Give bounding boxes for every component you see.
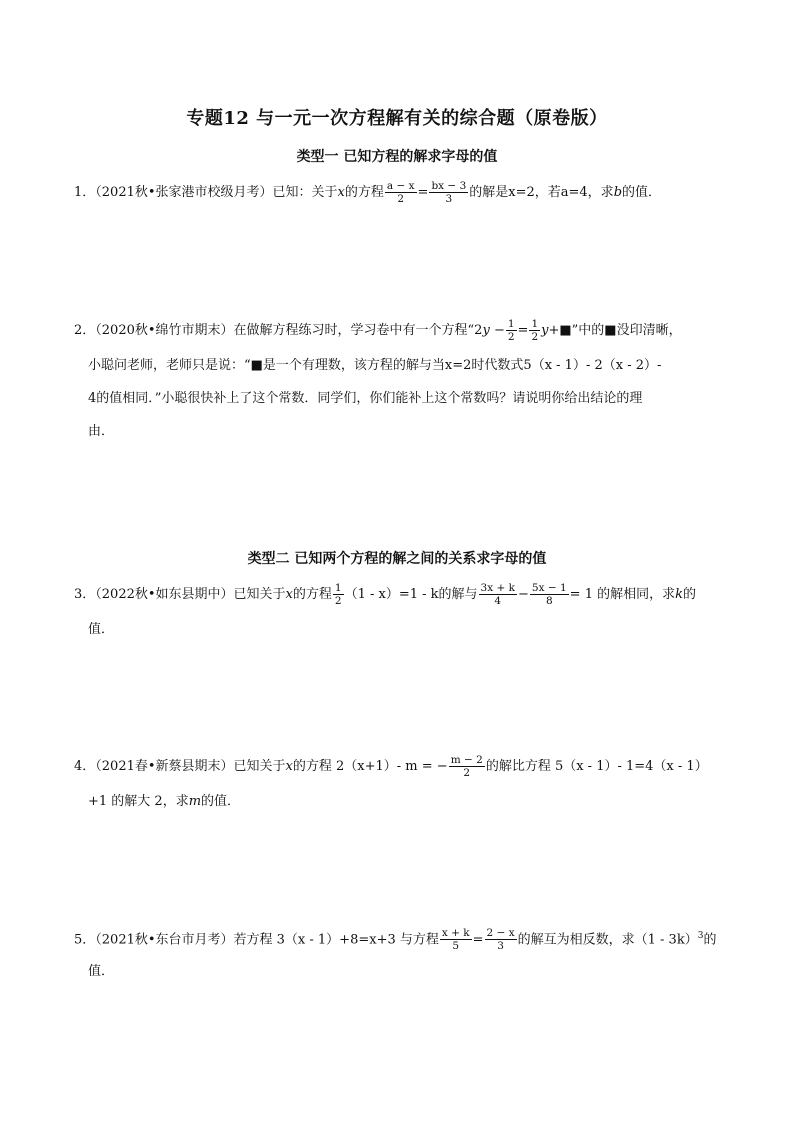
problem-4-line-1: 4．（2021春•新蔡县期末）已知关于x的方程 2（x+1）- m = − $\frac{m - 2}{2}$ 的解比方程 5（x - 1）- 1=4（x - 1） — [74, 754, 708, 780]
section-heading-type-2: 类型二 已知两个方程的解之间的关系求字母的值 — [247, 551, 547, 567]
section-heading-type-1: 类型一 已知方程的解求字母的值 — [296, 149, 498, 165]
problem-3-line-1: 3．（2022秋•如东县期中）已知关于x的方程 $\frac{1}{2}$ （1 - x）=1 - k的解与 $\frac{3x + k}{4}$ − $\frac{5x - 1}{8}$ = 1 的解相同，求k的 — [74, 582, 697, 608]
problem-3-line-2: 值． — [88, 622, 115, 637]
problem-2-line-4: 由． — [88, 424, 115, 439]
fraction: $\frac{m - 2}{2}$ — [450, 754, 483, 780]
page-title: 专题12 与一元一次方程解有关的综合题（原卷版） — [186, 108, 608, 129]
problem-2-line-1: 2．（2020秋•绵竹市期末）在做解方程练习时，学习卷中有一个方程“2y − $\frac{1}{2}$ = $\frac{1}{2}$ y+■”中的■没印清晰， — [74, 318, 682, 344]
problem-2-line-2: 小聪问老师，老师只是说：“■是一个有理数，该方程的解与当x=2时代数式5（x - 1）- 2（x - 2）- — [88, 358, 662, 373]
fraction: $\frac{2 - x}{3}$ — [486, 927, 515, 953]
problem-2-line-3: 4的值相同．”小聪很快补上了这个常数．同学们，你们能补上这个常数吗？请说明你给出结论的理 — [88, 391, 643, 406]
fraction: $\frac{bx - 3}{3}$ — [431, 180, 467, 206]
fraction: $\frac{5x - 1}{8}$ — [531, 582, 567, 608]
problem-4-line-2: +1 的解大 2，求m的值． — [88, 794, 241, 809]
fraction: $\frac{1}{2}$ — [334, 582, 342, 608]
fraction: $\frac{1}{2}$ — [531, 318, 539, 344]
problem-5-line-2: 值． — [88, 964, 115, 979]
problem-1-line-1: 1．（2021秋•张家港市校级月考）已知：关于x的方程 $\frac{a - x}{2}$ = $\frac{bx - 3}{3}$ 的解是x=2，若a=4，求b的值． — [74, 180, 662, 206]
fraction: $\frac{1}{2}$ — [507, 318, 515, 344]
fraction: $\frac{x + k}{5}$ — [441, 927, 470, 953]
fraction: $\frac{3x + k}{4}$ — [480, 582, 515, 608]
problem-5-line-1: 5．（2021秋•东台市月考）若方程 3（x - 1）+8=x+3 与方程 $\frac{x + k}{5}$ = $\frac{2 - x}{3}$ 的解互为相反数，求（1 - 3k）$^3$的 — [74, 927, 717, 953]
fraction: $\frac{a - x}{2}$ — [386, 180, 415, 206]
